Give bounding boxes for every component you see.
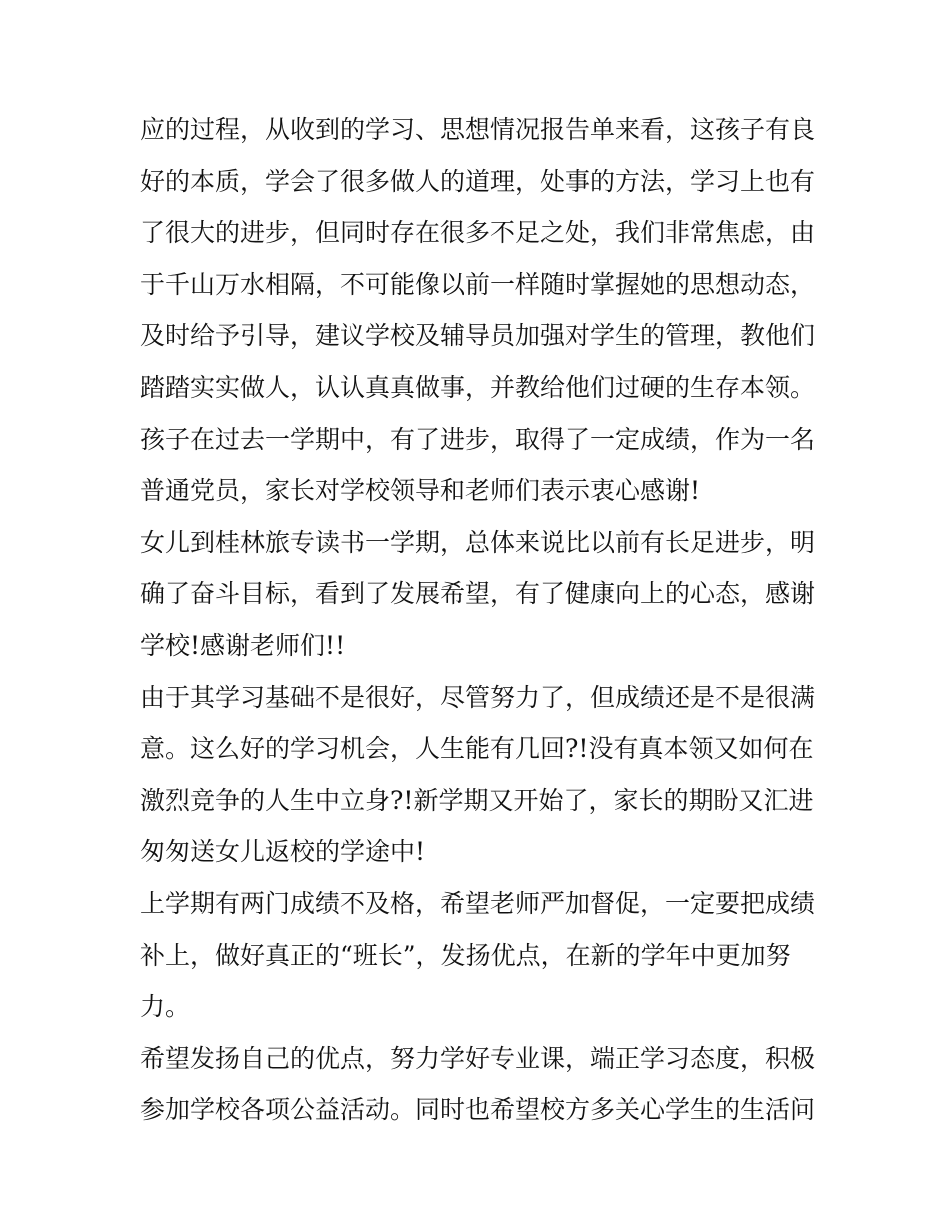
text-line: 力。 — [140, 992, 191, 1022]
text-line: 好的本质，学会了很多做人的道理，处事的方法，学习上也有 — [140, 166, 816, 196]
text-line: 及时给予引导，建议学校及辅导员加强对学生的管理，教他们 — [140, 321, 816, 351]
text-line: 应的过程，从收到的学习、思想情况报告单来看，这孩子有良 — [140, 115, 816, 144]
text-line: 上学期有两门成绩不及格，希望老师严加督促，一定要把成绩 — [140, 888, 816, 918]
text-line: 激烈竞争的人生中立身?!新学期又开始了，家长的期盼又汇进 — [140, 785, 814, 815]
text-line: 于千山万水相隔，不可能像以前一样随时掌握她的思想动态， — [140, 269, 816, 299]
text-line: 女儿到桂林旅专读书一学期，总体来说比以前有长足进步，明 — [140, 527, 816, 557]
text-line: 意。这么好的学习机会，人生能有几回?!没有真本领又如何在 — [140, 734, 814, 764]
text-line: 补上，做好真正的“班长”，发扬优点，在新的学年中更加努 — [140, 940, 791, 970]
text-line: 普通党员，家长对学校领导和老师们表示衷心感谢! — [140, 476, 701, 506]
text-line: 匆匆送女儿返校的学途中! — [140, 837, 426, 867]
document-body — [140, 108, 820, 1140]
text-line: 学校!感谢老师们!! — [140, 630, 346, 660]
text-line: 了很大的进步，但同时存在很多不足之处，我们非常焦虑，由 — [140, 218, 816, 248]
text-line: 确了奋斗目标，看到了发展希望，有了健康向上的心态，感谢 — [140, 579, 816, 609]
text-line: 希望发扬自己的优点，努力学好专业课，端正学习态度，积极 — [140, 1043, 816, 1073]
text-line: 孩子在过去一学期中，有了进步，取得了一定成绩，作为一名 — [140, 424, 816, 454]
text-line: 由于其学习基础不是很好，尽管努力了，但成绩还是不是很满 — [140, 682, 816, 712]
text-line: 踏踏实实做人，认认真真做事，并教给他们过硬的生存本领。 — [140, 372, 816, 402]
text-line: 参加学校各项公益活动。同时也希望校方多关心学生的生活问 — [140, 1095, 816, 1125]
